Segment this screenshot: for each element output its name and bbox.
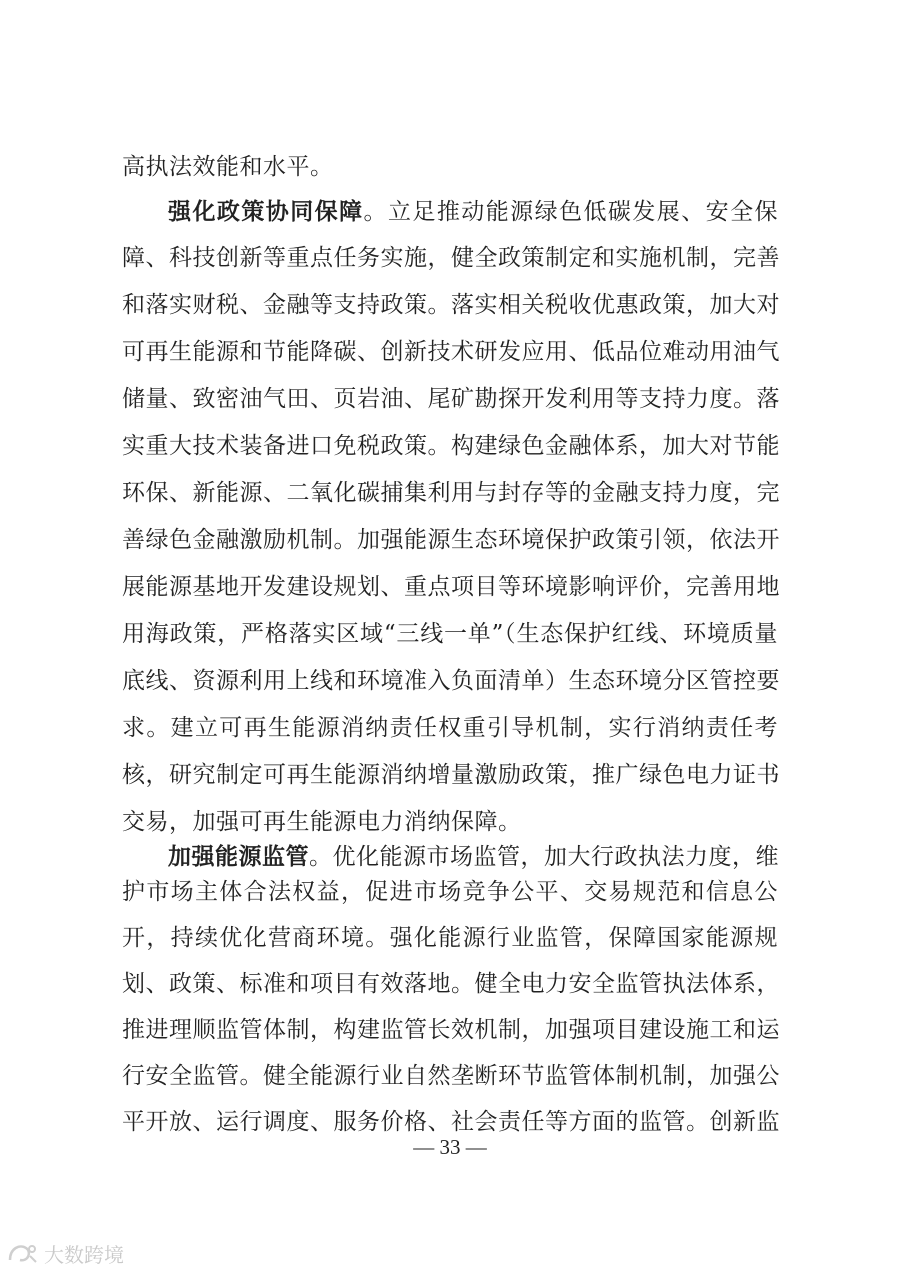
line-text: 开，持续优化营商环境。强化能源行业监管，保障国家能源规 — [122, 925, 778, 951]
line-text: 可再生能源和节能降碳、创新技术研发应用、低品位难动用油气 — [122, 339, 780, 365]
text-line — [122, 918, 778, 958]
text-line — [122, 1010, 778, 1050]
text-line — [122, 614, 778, 654]
line-text: 行安全监管。健全能源行业自然垄断环节监管体制机制，加强公 — [122, 1063, 780, 1089]
section-heading: 加强能源监管 — [168, 843, 309, 870]
watermark — [6, 1238, 124, 1268]
line-text: 交易，加强可再生能源电力消纳保障。 — [122, 809, 522, 835]
text-line — [122, 332, 778, 372]
line-text: 核，研究制定可再生能源消纳增量激励政策，推广绿色电力证书 — [122, 762, 780, 788]
line-text: 。优化能源市场监管，加大行政执法力度，维 — [309, 844, 779, 870]
text-line — [168, 192, 778, 232]
text-line — [122, 285, 778, 325]
dashu-logo-icon — [6, 1240, 40, 1266]
text-line — [122, 1056, 778, 1096]
section-heading: 强化政策协同保障 — [168, 198, 364, 225]
line-text: 实重大技术装备进口免税政策。构建绿色金融体系，加大对节能 — [122, 433, 780, 459]
line-text: 展能源基地开发建设规划、重点项目等环境影响评价，完善用地 — [122, 574, 780, 600]
text-line — [122, 708, 778, 748]
page-number: — 33 — — [413, 1135, 487, 1159]
text-line — [122, 379, 778, 419]
text-line — [168, 837, 778, 877]
line-text: 储量、致密油气田、页岩油、尾矿勘探开发利用等支持力度。落 — [122, 386, 780, 412]
line-text: 推进理顺监管体制，构建监管长效机制，加强项目建设施工和运 — [122, 1017, 780, 1043]
line-text: 。立足推动能源绿色低碳发展、安全保 — [363, 199, 778, 225]
text-line — [122, 755, 778, 795]
text-line — [122, 426, 778, 466]
line-text: 平开放、运行调度、服务价格、社会责任等方面的监管。创新监 — [122, 1109, 780, 1135]
line-text: 底线、资源利用上线和环境准入负面清单）生态环境分区管控要 — [122, 668, 780, 694]
text-line — [122, 520, 778, 560]
text-line — [122, 964, 778, 1004]
text-line — [122, 147, 778, 187]
text-line — [122, 473, 778, 513]
line-text: 和落实财税、金融等支持政策。落实相关税收优惠政策，加大对 — [122, 292, 780, 318]
line-text: 障、科技创新等重点任务实施，健全政策制定和实施机制，完善 — [122, 245, 780, 271]
text-line — [122, 567, 778, 607]
line-text: 护市场主体合法权益，促进市场竞争公平、交易规范和信息公 — [122, 879, 778, 905]
text-line — [122, 872, 778, 912]
line-text: 善绿色金融激励机制。加强能源生态环境保护政策引领，依法开 — [122, 527, 780, 553]
line-text: 环保、新能源、二氧化碳捕集利用与封存等的金融支持力度，完 — [122, 480, 780, 506]
line-text: 高执法效能和水平。 — [122, 154, 334, 180]
line-text: 划、政策、标准和项目有效落地。健全电力安全监管执法体系， — [122, 971, 780, 997]
text-line — [122, 238, 778, 278]
watermark-text: 大数跨境 — [44, 1242, 124, 1267]
line-text: 求。建立可再生能源消纳责任权重引导机制，实行消纳责任考 — [122, 715, 778, 741]
line-text: 用海政策，严格落实区域“三线一单”（生态保护红线、环境质量 — [122, 621, 778, 647]
text-line — [122, 661, 778, 701]
text-line — [122, 802, 778, 842]
